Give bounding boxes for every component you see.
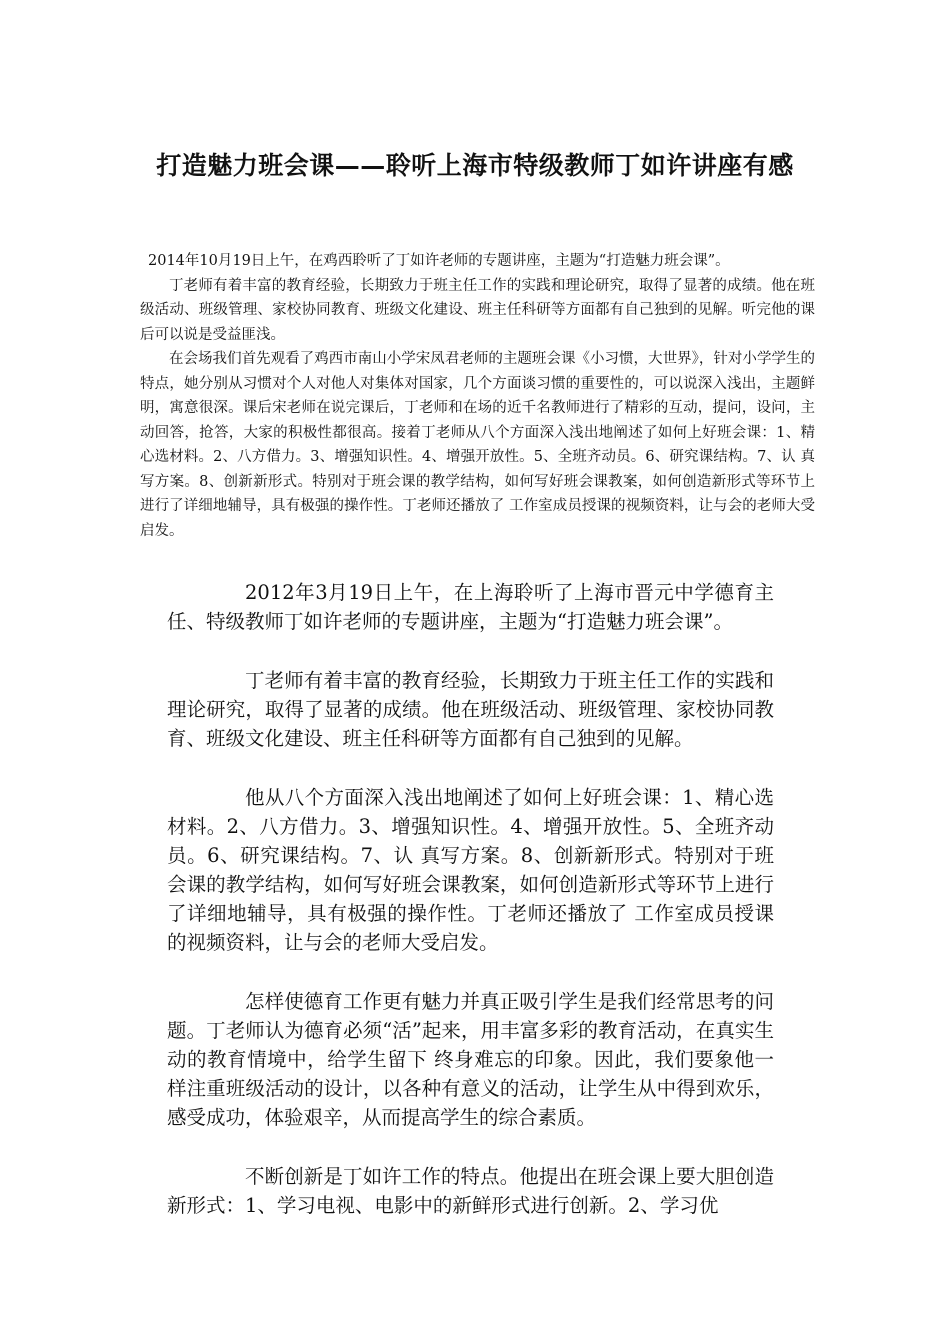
paragraph: 2014年10月19日上午，在鸡西聆听了丁如许老师的专题讲座，主题为“打造魅力班会课”。 xyxy=(148,253,730,269)
paragraph: 丁老师有着丰富的教育经验，长期致力于班主任工作的实践和理论研究，取得了显著的成绩。他在班级活动、班级管理、家校协同教育、班级文化建设、班主任科研等方面都有自己独到的见解。 xyxy=(167,669,774,750)
paragraph: 不断创新是丁如许工作的特点。他提出在班会课上要大胆创造新形式：1、学习电视、电影中的新鲜形式进行创新。2、学习优 xyxy=(167,1165,774,1217)
document-title: 打造魅力班会课——聆听上海市特级教师丁如许讲座有感 xyxy=(156,150,794,180)
section-large-text xyxy=(167,578,774,1250)
paragraph: 在会场我们首先观看了鸡西市南山小学宋凤君老师的主题班会课《小习惯，大世界》，针对小学学生的特点，她分别从习惯对个人对他人对集体对国家，几个方面谈习惯的重要性的，可以说深入浅出，主题鲜明，寓意很深。课后宋老师在说完课后，丁老师和在场的近千名教师进行了精彩的互动，提问，设问，主动回答，抢答，大家的积极性都很高。接着丁老师从八个方面深入浅出地阐述了如何上好班会课：1、精心选材料。2、八方借力。3、增强知识性。4、增强开放性。5、全班齐动员。6、研究课结构。7、认 真写方案。8、创新新形式。特别对于班会课的教学结构，如何写好班会课教案，如何创造新形式等环节上进行了详细地辅导，具有极强的操作性。丁老师还播放了 工作室成员授课的视频资料，让与会的老师大受启发。 xyxy=(140,351,815,539)
paragraph: 他从八个方面深入浅出地阐述了如何上好班会课：1、精心选材料。2、八方借力。3、增强知识性。4、增强开放性。5、全班齐动员。6、研究课结构。7、认 真写方案。8、创新新形式。特别对于班会课的教学结构，如何写好班会课教案，如何创造新形式等环节上进行了详细地辅导，具有极强的操作性。丁老师还播放了 工作室成员授课的视频资料，让与会的老师大受启发。 xyxy=(167,786,774,954)
paragraph: 丁老师有着丰富的教育经验，长期致力于班主任工作的实践和理论研究，取得了显著的成绩。他在班级活动、班级管理、家校协同教育、班级文化建设、班主任科研等方面都有自己独到的见解。听完他的课后可以说是受益匪浅。 xyxy=(140,277,815,343)
section-small-text xyxy=(140,249,815,543)
paragraph: 怎样使德育工作更有魅力并真正吸引学生是我们经常思考的问题。丁老师认为德育必须“活”起来，用丰富多彩的教育活动，在真实生动的教育情境中，给学生留下 终身难忘的印象。因此，我们要象他一样注重班级活动的设计，以各种有意义的活动，让学生从中得到欢乐，感受成功，体验艰辛，从而提高学生的综合素质。 xyxy=(167,990,774,1129)
paragraph: 2012年3月19日上午，在上海聆听了上海市晋元中学德育主任、特级教师丁如许老师的专题讲座，主题为“打造魅力班会课”。 xyxy=(167,581,774,633)
